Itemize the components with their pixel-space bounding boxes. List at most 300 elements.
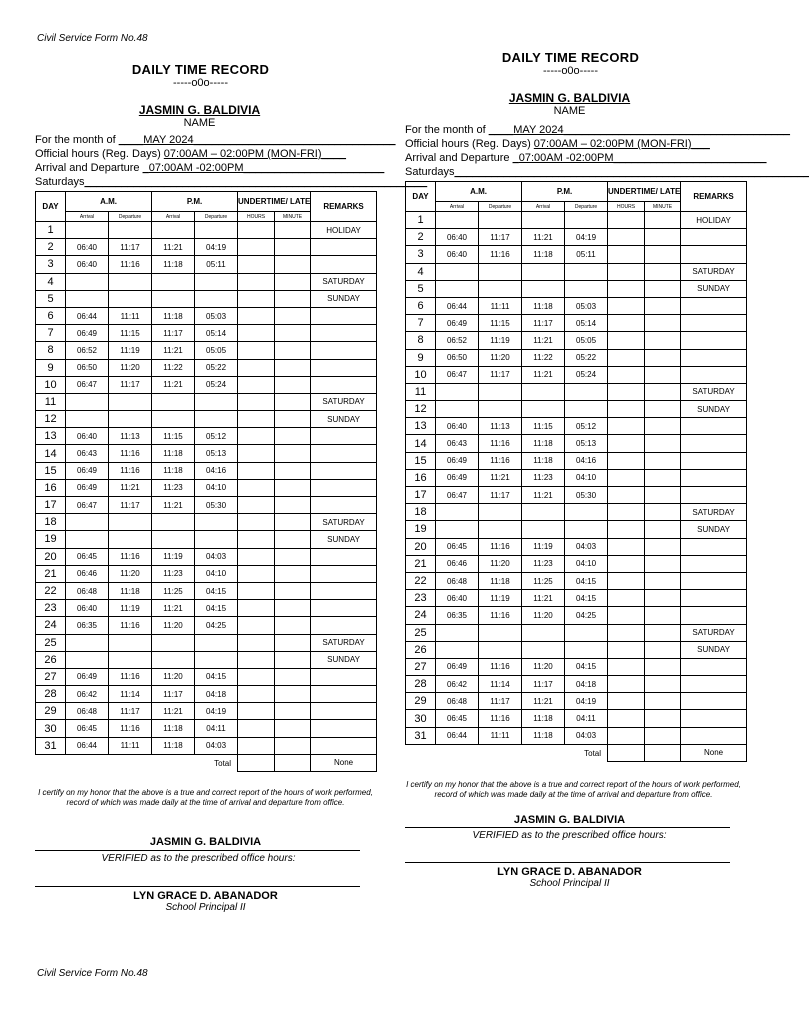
am-arrival-cell: 06:49 bbox=[436, 658, 479, 675]
undertime-hours-cell bbox=[608, 366, 645, 383]
undertime-minute-cell bbox=[645, 641, 681, 658]
pm-arrival-cell bbox=[522, 263, 565, 280]
am-arrival-cell bbox=[436, 280, 479, 297]
am-departure-cell: 11:17 bbox=[479, 366, 522, 383]
pm-arrival-cell bbox=[152, 411, 195, 428]
day-cell: 23 bbox=[406, 590, 436, 607]
am-departure-cell: 11:16 bbox=[109, 445, 152, 462]
remarks-cell bbox=[311, 548, 377, 565]
pm-departure-cell: 04:10 bbox=[195, 479, 238, 496]
undertime-minute-cell bbox=[275, 703, 311, 720]
am-arrival-cell: 06:50 bbox=[436, 349, 479, 366]
pm-departure-cell bbox=[565, 383, 608, 400]
pm-departure-cell: 05:13 bbox=[195, 445, 238, 462]
am-departure-cell: 11:14 bbox=[479, 676, 522, 693]
am-departure-cell: 11:16 bbox=[109, 256, 152, 273]
arrival-label: Arrival and Departure bbox=[405, 152, 510, 164]
table-row bbox=[406, 676, 747, 693]
arrival-line bbox=[405, 151, 767, 165]
remarks-cell bbox=[311, 239, 377, 256]
undertime-hours-cell bbox=[238, 325, 275, 342]
undertime-hours-cell bbox=[608, 349, 645, 366]
remarks-cell: HOLIDAY bbox=[311, 222, 377, 239]
am-arrival-cell: 06:44 bbox=[436, 727, 479, 744]
undertime-hours-cell bbox=[238, 600, 275, 617]
pm-departure-cell: 05:30 bbox=[195, 497, 238, 514]
remarks-cell bbox=[681, 538, 747, 555]
table-row bbox=[36, 359, 377, 376]
pm-departure-cell: 05:30 bbox=[565, 487, 608, 504]
am-departure-cell: 11:21 bbox=[109, 479, 152, 496]
am-departure-cell: 11:16 bbox=[479, 246, 522, 263]
undertime-minute-cell bbox=[645, 452, 681, 469]
undertime-hours-cell bbox=[608, 263, 645, 280]
undertime-hours-cell bbox=[238, 497, 275, 514]
pm-departure-cell: 04:10 bbox=[195, 565, 238, 582]
am-arrival-cell: 06:45 bbox=[66, 548, 109, 565]
undertime-minute-cell bbox=[275, 342, 311, 359]
header-pm-arrival: Arrival bbox=[152, 212, 195, 222]
am-arrival-cell: 06:49 bbox=[436, 469, 479, 486]
saturdays-label: Saturdays bbox=[405, 166, 455, 178]
remarks-cell: SUNDAY bbox=[311, 411, 377, 428]
table-row bbox=[36, 582, 377, 599]
remarks-cell bbox=[681, 572, 747, 589]
day-cell: 29 bbox=[406, 693, 436, 710]
header-remarks: REMARKS bbox=[311, 192, 377, 222]
remarks-cell: SUNDAY bbox=[681, 280, 747, 297]
am-departure-cell: 11:16 bbox=[479, 710, 522, 727]
am-departure-cell: 11:14 bbox=[109, 686, 152, 703]
pm-arrival-cell: 11:19 bbox=[152, 548, 195, 565]
am-arrival-cell bbox=[66, 273, 109, 290]
pm-departure-cell: 04:11 bbox=[565, 710, 608, 727]
pm-arrival-cell bbox=[152, 273, 195, 290]
pm-departure-cell: 05:14 bbox=[565, 315, 608, 332]
day-cell: 30 bbox=[36, 720, 66, 737]
undertime-hours-cell bbox=[238, 565, 275, 582]
undertime-hours-cell bbox=[238, 737, 275, 754]
am-arrival-cell bbox=[436, 521, 479, 538]
am-arrival-cell: 06:45 bbox=[66, 720, 109, 737]
day-cell: 4 bbox=[406, 263, 436, 280]
header-am-departure: Departure bbox=[109, 212, 152, 222]
am-arrival-cell: 06:46 bbox=[436, 555, 479, 572]
undertime-minute-cell bbox=[645, 504, 681, 521]
remarks-cell bbox=[311, 307, 377, 324]
am-departure-cell bbox=[109, 393, 152, 410]
pm-arrival-cell bbox=[522, 504, 565, 521]
table-row bbox=[36, 393, 377, 410]
table-row bbox=[36, 531, 377, 548]
remarks-cell bbox=[311, 325, 377, 342]
pm-departure-cell: 05:14 bbox=[195, 325, 238, 342]
table-row bbox=[406, 263, 747, 280]
table-row bbox=[406, 572, 747, 589]
undertime-minute-cell bbox=[275, 273, 311, 290]
table-row bbox=[36, 411, 377, 428]
table-row bbox=[406, 332, 747, 349]
pm-arrival-cell: 11:18 bbox=[522, 246, 565, 263]
day-cell: 5 bbox=[406, 280, 436, 297]
undertime-minute-cell bbox=[645, 212, 681, 229]
table-row bbox=[406, 418, 747, 435]
remarks-cell bbox=[681, 693, 747, 710]
total-hours bbox=[238, 754, 275, 771]
pm-arrival-cell: 11:23 bbox=[152, 479, 195, 496]
undertime-minute-cell bbox=[645, 280, 681, 297]
remarks-cell bbox=[311, 256, 377, 273]
day-cell: 15 bbox=[36, 462, 66, 479]
day-cell: 26 bbox=[406, 641, 436, 658]
pm-departure-cell: 04:19 bbox=[195, 239, 238, 256]
undertime-hours-cell bbox=[608, 693, 645, 710]
undertime-hours-cell bbox=[238, 617, 275, 634]
table-row bbox=[36, 325, 377, 342]
am-departure-cell: 11:19 bbox=[479, 590, 522, 607]
pm-arrival-cell: 11:20 bbox=[522, 658, 565, 675]
pm-departure-cell: 05:05 bbox=[195, 342, 238, 359]
am-arrival-cell: 06:44 bbox=[66, 737, 109, 754]
undertime-hours-cell bbox=[238, 342, 275, 359]
am-departure-cell: 11:17 bbox=[479, 487, 522, 504]
pm-departure-cell: 04:25 bbox=[195, 617, 238, 634]
header-day: DAY bbox=[36, 192, 66, 222]
remarks-cell bbox=[681, 229, 747, 246]
pm-departure-cell: 05:11 bbox=[565, 246, 608, 263]
undertime-minute-cell bbox=[645, 607, 681, 624]
am-departure-cell: 11:16 bbox=[479, 658, 522, 675]
day-cell: 3 bbox=[36, 256, 66, 273]
arrival-value: _07:00AM -02:00PM_______________________ bbox=[142, 162, 385, 174]
undertime-hours-cell bbox=[608, 452, 645, 469]
day-cell: 11 bbox=[406, 383, 436, 400]
day-cell: 13 bbox=[36, 428, 66, 445]
am-departure-cell: 11:20 bbox=[479, 555, 522, 572]
undertime-hours-cell bbox=[608, 315, 645, 332]
day-cell: 15 bbox=[406, 452, 436, 469]
am-arrival-cell: 06:40 bbox=[436, 418, 479, 435]
header-am: A.M. bbox=[436, 182, 522, 202]
name-label: NAME bbox=[183, 117, 216, 129]
undertime-hours-cell bbox=[238, 445, 275, 462]
table-row bbox=[36, 703, 377, 720]
am-departure-cell: 11:15 bbox=[109, 325, 152, 342]
pm-departure-cell bbox=[565, 212, 608, 229]
header-minute: MINUTE bbox=[645, 202, 681, 212]
table-row bbox=[36, 307, 377, 324]
undertime-minute-cell bbox=[275, 531, 311, 548]
day-cell: 25 bbox=[36, 634, 66, 651]
remarks-cell bbox=[311, 686, 377, 703]
am-departure-cell: 11:20 bbox=[479, 349, 522, 366]
undertime-minute-cell bbox=[645, 229, 681, 246]
header-am-arrival: Arrival bbox=[66, 212, 109, 222]
pm-arrival-cell bbox=[152, 651, 195, 668]
dtr-table bbox=[35, 191, 377, 772]
pm-departure-cell: 04:15 bbox=[195, 600, 238, 617]
am-departure-cell: 11:18 bbox=[109, 582, 152, 599]
pm-arrival-cell: 11:18 bbox=[152, 307, 195, 324]
name-label: NAME bbox=[553, 105, 586, 117]
am-arrival-cell: 06:40 bbox=[66, 600, 109, 617]
am-arrival-cell: 06:49 bbox=[66, 325, 109, 342]
remarks-cell bbox=[311, 342, 377, 359]
undertime-minute-cell bbox=[645, 710, 681, 727]
pm-arrival-cell: 11:17 bbox=[152, 325, 195, 342]
table-row bbox=[36, 600, 377, 617]
am-departure-cell: 11:16 bbox=[109, 617, 152, 634]
remarks-cell bbox=[681, 469, 747, 486]
total-label: Total bbox=[36, 754, 238, 771]
undertime-minute-cell bbox=[645, 727, 681, 744]
remarks-cell bbox=[311, 582, 377, 599]
undertime-minute-cell bbox=[275, 462, 311, 479]
remarks-cell bbox=[311, 497, 377, 514]
am-departure-cell bbox=[109, 290, 152, 307]
undertime-minute-cell bbox=[275, 376, 311, 393]
remarks-cell bbox=[681, 435, 747, 452]
undertime-minute-cell bbox=[645, 693, 681, 710]
table-row bbox=[406, 435, 747, 452]
am-departure-cell: 11:16 bbox=[109, 668, 152, 685]
remarks-cell bbox=[311, 668, 377, 685]
remarks-cell: HOLIDAY bbox=[681, 212, 747, 229]
remarks-cell: SATURDAY bbox=[311, 514, 377, 531]
am-arrival-cell: 06:40 bbox=[66, 428, 109, 445]
remarks-cell bbox=[681, 487, 747, 504]
am-arrival-cell: 06:35 bbox=[436, 607, 479, 624]
am-departure-cell bbox=[479, 280, 522, 297]
undertime-minute-cell bbox=[275, 393, 311, 410]
table-row bbox=[36, 686, 377, 703]
day-cell: 10 bbox=[36, 376, 66, 393]
day-cell: 5 bbox=[36, 290, 66, 307]
am-arrival-cell: 06:46 bbox=[66, 565, 109, 582]
month-label: For the month of bbox=[35, 134, 116, 146]
pm-departure-cell: 04:03 bbox=[195, 548, 238, 565]
table-row bbox=[406, 555, 747, 572]
remarks-cell bbox=[681, 607, 747, 624]
table-row bbox=[406, 658, 747, 675]
pm-arrival-cell: 11:17 bbox=[522, 315, 565, 332]
undertime-hours-cell bbox=[608, 297, 645, 314]
undertime-minute-cell bbox=[275, 582, 311, 599]
undertime-minute-cell bbox=[645, 366, 681, 383]
pm-arrival-cell: 11:20 bbox=[152, 617, 195, 634]
pm-departure-cell: 04:15 bbox=[195, 582, 238, 599]
pm-departure-cell: 05:12 bbox=[565, 418, 608, 435]
am-arrival-cell: 06:48 bbox=[436, 572, 479, 589]
total-label: Total bbox=[406, 744, 608, 761]
am-arrival-cell: 06:47 bbox=[436, 487, 479, 504]
table-row bbox=[36, 290, 377, 307]
am-departure-cell bbox=[479, 624, 522, 641]
pm-departure-cell: 05:24 bbox=[565, 366, 608, 383]
table-row bbox=[406, 280, 747, 297]
remarks-cell bbox=[681, 418, 747, 435]
pm-departure-cell: 04:03 bbox=[565, 538, 608, 555]
pm-arrival-cell bbox=[522, 212, 565, 229]
undertime-hours-cell bbox=[608, 504, 645, 521]
undertime-minute-cell bbox=[275, 651, 311, 668]
undertime-minute-cell bbox=[645, 487, 681, 504]
am-departure-cell bbox=[109, 411, 152, 428]
remarks-cell bbox=[681, 315, 747, 332]
table-row bbox=[36, 479, 377, 496]
remarks-cell bbox=[681, 297, 747, 314]
dtr-rows bbox=[406, 212, 747, 745]
pm-departure-cell bbox=[195, 393, 238, 410]
am-arrival-cell: 06:48 bbox=[66, 582, 109, 599]
pm-arrival-cell: 11:18 bbox=[522, 297, 565, 314]
undertime-minute-cell bbox=[275, 222, 311, 239]
am-arrival-cell: 06:50 bbox=[66, 359, 109, 376]
pm-departure-cell: 05:03 bbox=[565, 297, 608, 314]
am-departure-cell: 11:11 bbox=[109, 737, 152, 754]
pm-departure-cell: 05:12 bbox=[195, 428, 238, 445]
undertime-minute-cell bbox=[645, 590, 681, 607]
am-arrival-cell bbox=[66, 393, 109, 410]
header-pm-departure: Departure bbox=[195, 212, 238, 222]
undertime-minute-cell bbox=[275, 737, 311, 754]
pm-arrival-cell: 11:21 bbox=[152, 376, 195, 393]
pm-departure-cell: 04:15 bbox=[565, 572, 608, 589]
table-row bbox=[406, 641, 747, 658]
day-cell: 7 bbox=[406, 315, 436, 332]
pm-departure-cell bbox=[565, 263, 608, 280]
pm-departure-cell: 04:10 bbox=[565, 555, 608, 572]
am-departure-cell bbox=[479, 383, 522, 400]
remarks-cell bbox=[681, 246, 747, 263]
undertime-hours-cell bbox=[608, 676, 645, 693]
employee-signature-name: JASMIN G. BALDIVIA bbox=[513, 814, 626, 826]
day-cell: 31 bbox=[406, 727, 436, 744]
undertime-hours-cell bbox=[608, 435, 645, 452]
pm-departure-cell: 04:15 bbox=[195, 668, 238, 685]
am-arrival-cell: 06:40 bbox=[66, 256, 109, 273]
remarks-cell: SUNDAY bbox=[681, 521, 747, 538]
principal-name: LYN GRACE D. ABANADOR bbox=[497, 866, 642, 878]
pm-departure-cell bbox=[195, 273, 238, 290]
pm-arrival-cell: 11:20 bbox=[152, 668, 195, 685]
day-cell: 18 bbox=[36, 514, 66, 531]
table-row bbox=[36, 462, 377, 479]
pm-arrival-cell bbox=[522, 280, 565, 297]
table-row bbox=[36, 617, 377, 634]
header-minute: MINUTE bbox=[275, 212, 311, 222]
pm-arrival-cell bbox=[152, 290, 195, 307]
am-departure-cell bbox=[479, 521, 522, 538]
am-departure-cell bbox=[479, 504, 522, 521]
am-departure-cell: 11:16 bbox=[109, 462, 152, 479]
day-cell: 9 bbox=[36, 359, 66, 376]
day-cell: 8 bbox=[36, 342, 66, 359]
table-row bbox=[36, 720, 377, 737]
remarks-cell bbox=[311, 737, 377, 754]
day-cell: 17 bbox=[406, 487, 436, 504]
am-arrival-cell: 06:43 bbox=[66, 445, 109, 462]
day-cell: 14 bbox=[36, 445, 66, 462]
employee-signature-line bbox=[35, 850, 360, 851]
am-arrival-cell: 06:49 bbox=[66, 668, 109, 685]
pm-departure-cell bbox=[565, 641, 608, 658]
employee-signature-line bbox=[405, 827, 730, 828]
pm-arrival-cell: 11:21 bbox=[152, 600, 195, 617]
pm-departure-cell bbox=[565, 624, 608, 641]
pm-arrival-cell bbox=[522, 521, 565, 538]
am-arrival-cell bbox=[66, 531, 109, 548]
remarks-cell: SATURDAY bbox=[311, 273, 377, 290]
am-arrival-cell bbox=[436, 641, 479, 658]
employee-name: JASMIN G. BALDIVIA bbox=[138, 103, 261, 117]
pm-arrival-cell: 11:18 bbox=[152, 445, 195, 462]
header-pm: P.M. bbox=[522, 182, 608, 202]
remarks-cell bbox=[311, 600, 377, 617]
undertime-minute-cell bbox=[645, 555, 681, 572]
table-row bbox=[36, 445, 377, 462]
form-number-top: Civil Service Form No.48 bbox=[37, 33, 148, 44]
day-cell: 8 bbox=[406, 332, 436, 349]
am-departure-cell: 11:20 bbox=[109, 359, 152, 376]
am-arrival-cell: 06:43 bbox=[436, 435, 479, 452]
pm-departure-cell: 04:16 bbox=[195, 462, 238, 479]
remarks-cell bbox=[681, 366, 747, 383]
remarks-cell: SATURDAY bbox=[681, 624, 747, 641]
pm-departure-cell: 04:03 bbox=[565, 727, 608, 744]
pm-arrival-cell: 11:19 bbox=[522, 538, 565, 555]
day-cell: 21 bbox=[36, 565, 66, 582]
am-departure-cell: 11:17 bbox=[109, 497, 152, 514]
day-cell: 12 bbox=[36, 411, 66, 428]
pm-departure-cell bbox=[195, 514, 238, 531]
saturdays-line: Saturdays__________________________________________________________ bbox=[405, 166, 809, 178]
undertime-hours-cell bbox=[238, 582, 275, 599]
day-cell: 16 bbox=[36, 479, 66, 496]
header-hours: HOURS bbox=[608, 202, 645, 212]
am-departure-cell bbox=[109, 273, 152, 290]
pm-departure-cell: 04:15 bbox=[565, 658, 608, 675]
remarks-cell bbox=[311, 720, 377, 737]
am-arrival-cell: 06:47 bbox=[436, 366, 479, 383]
am-departure-cell bbox=[479, 212, 522, 229]
day-cell: 7 bbox=[36, 325, 66, 342]
table-row bbox=[36, 239, 377, 256]
undertime-minute-cell bbox=[275, 256, 311, 273]
table-row bbox=[406, 349, 747, 366]
table-row bbox=[36, 565, 377, 582]
pm-departure-cell: 04:16 bbox=[565, 452, 608, 469]
undertime-minute-cell bbox=[275, 428, 311, 445]
remarks-cell bbox=[681, 727, 747, 744]
undertime-minute-cell bbox=[645, 383, 681, 400]
principal-name: LYN GRACE D. ABANADOR bbox=[133, 890, 278, 902]
pm-arrival-cell: 11:18 bbox=[522, 727, 565, 744]
am-departure-cell: 11:19 bbox=[109, 600, 152, 617]
pm-arrival-cell: 11:21 bbox=[152, 239, 195, 256]
am-departure-cell: 11:20 bbox=[109, 565, 152, 582]
am-arrival-cell: 06:40 bbox=[436, 246, 479, 263]
undertime-minute-cell bbox=[275, 565, 311, 582]
header-am: A.M. bbox=[66, 192, 152, 212]
day-cell: 25 bbox=[406, 624, 436, 641]
table-row bbox=[36, 737, 377, 754]
verifier-signature-line bbox=[405, 862, 730, 863]
header-info bbox=[35, 133, 428, 189]
am-departure-cell: 11:16 bbox=[479, 607, 522, 624]
remarks-cell bbox=[311, 462, 377, 479]
pm-arrival-cell bbox=[522, 383, 565, 400]
